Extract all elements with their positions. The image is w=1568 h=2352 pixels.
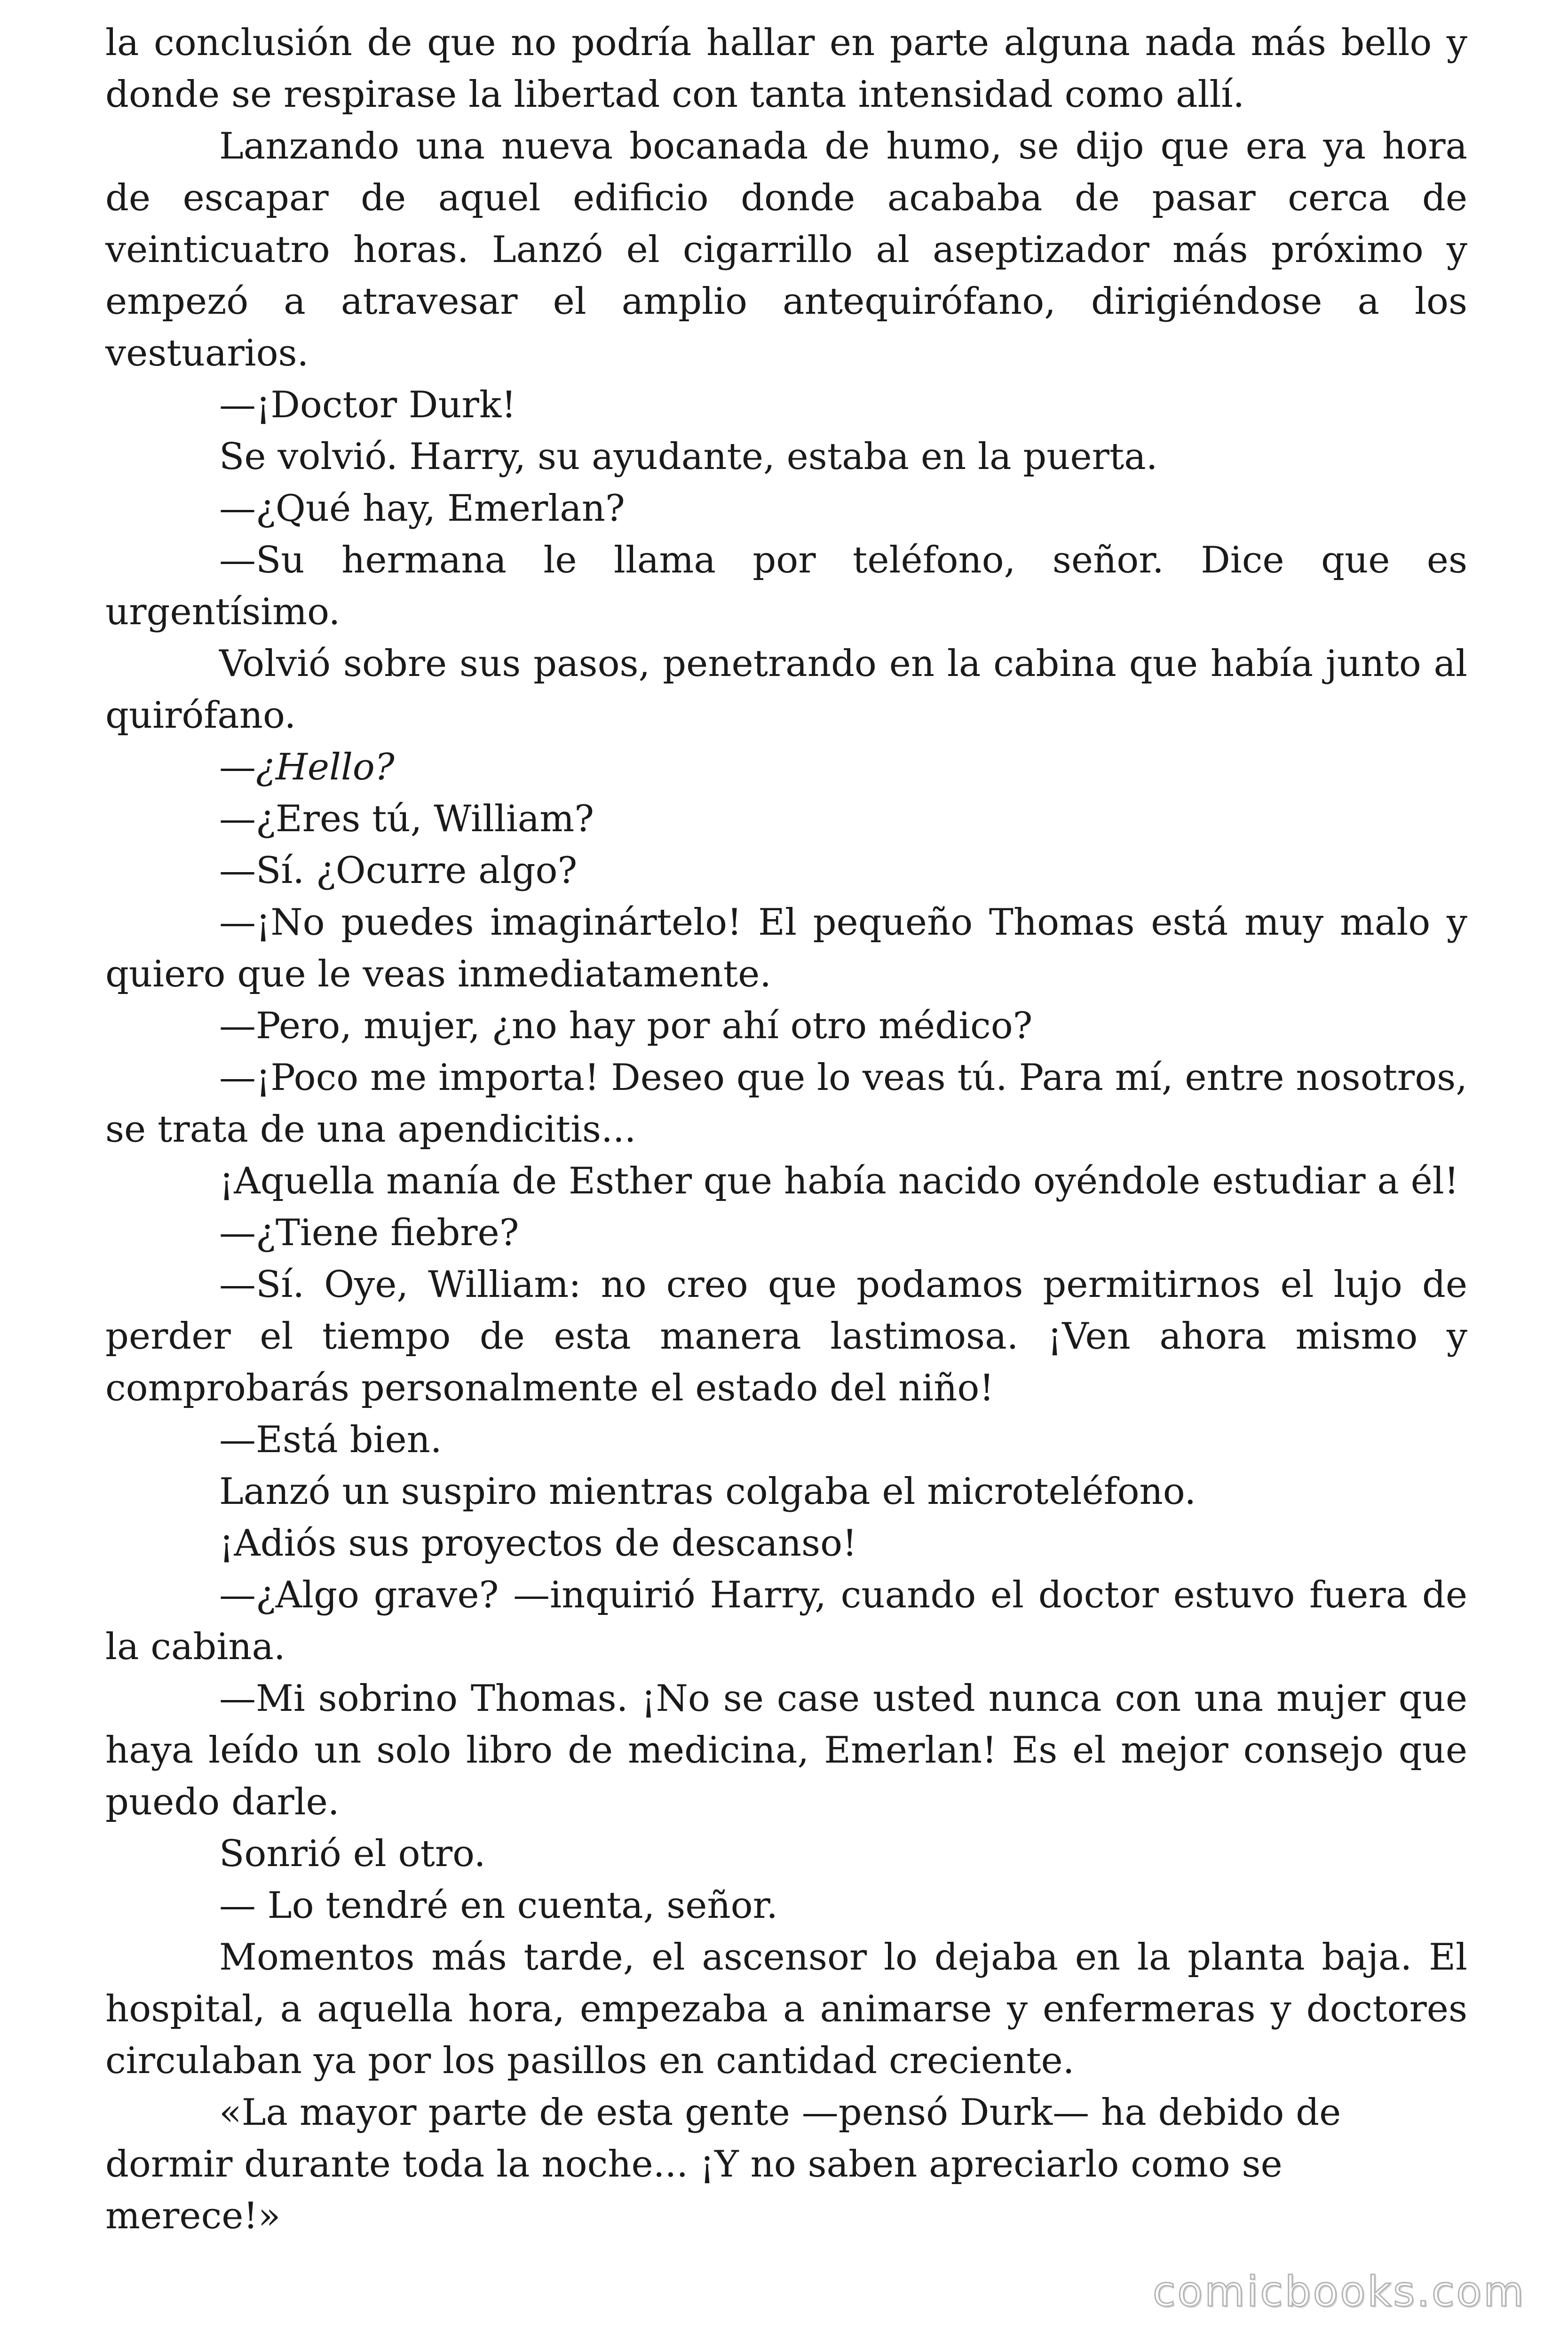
dialogue-line: —Sí. Oye, William: no creo que podamos permitirnos el lujo de perder el tiempo de esta manera lastimosa. ¡Ven ahora mismo y comprobarás personalmente el estado del niño! xyxy=(105,1263,1467,1409)
paragraph: Lanzando una nueva bocanada de humo, se dijo que era ya hora de escapar de aquel edificio donde acababa de pasar cerca de veinticuatro horas. Lanzó el cigarrillo al aseptizador más próximo y empezó a atravesar el amplio antequirófano, dirigiéndose a los vestuarios. xyxy=(105,125,1467,374)
watermark: comicbooks.com xyxy=(1152,2267,1526,2316)
dialogue-line: —¿Algo grave? —inquirió Harry, cuando el doctor estuvo fuera de la cabina. xyxy=(105,1574,1467,1668)
paragraph: la conclusión de que no podría hallar en parte alguna nada más bello y donde se respirase la libertad con tanta intensidad como allí. xyxy=(105,22,1467,116)
dialogue-line: —Mi sobrino Thomas. ¡No se case usted nunca con una mujer que haya leído un solo libro de medicina, Emerlan! Es el mejor consejo que puedo darle. xyxy=(105,1677,1467,1823)
paragraph: ¡Adiós sus proyectos de descanso! xyxy=(219,1522,857,1565)
paragraph: Sonrió el otro. xyxy=(219,1833,486,1875)
dialogue-line xyxy=(105,741,1467,793)
italic-greeting: ¿Hello? xyxy=(256,746,395,788)
dialogue-line: —¿Qué hay, Emerlan? xyxy=(219,487,625,530)
book-page xyxy=(105,17,1467,2242)
dialogue-line: —Está bien. xyxy=(219,1419,442,1461)
dialogue-line: —¡No puedes imaginártelo! El pequeño Thomas está muy malo y quiero que le veas inmediatamente. xyxy=(105,901,1467,995)
paragraph: Momentos más tarde, el ascensor lo dejaba en la planta baja. El hospital, a aquella hora, empezaba a animarse y enfermeras y doctores circulaban ya por los pasillos en cantidad creciente. xyxy=(105,1936,1467,2082)
dialogue-line: —Pero, mujer, ¿no hay por ahí otro médico? xyxy=(219,1005,1033,1047)
dialogue-line: —Sí. ¿Ocurre algo? xyxy=(219,850,578,892)
paragraph: Se volvió. Harry, su ayudante, estaba en la puerta. xyxy=(219,436,1158,478)
paragraph: Lanzó un suspiro mientras colgaba el microteléfono. xyxy=(219,1470,1196,1513)
paragraph: «La mayor parte de esta gente —pensó Durk— ha debido de dormir durante toda la noche... ¡Y no saben apreciarlo como se merece!» xyxy=(105,2091,1341,2237)
dialogue-line: — Lo tendré en cuenta, señor. xyxy=(219,1884,778,1927)
dialogue-line: —¿Eres tú, William? xyxy=(219,798,594,840)
paragraph: ¡Aquella manía de Esther que había nacido oyéndole estudiar a él! xyxy=(219,1160,1459,1202)
paragraph: Volvió sobre sus pasos, penetrando en la cabina que había junto al quirófano. xyxy=(105,643,1467,737)
dialogue-line: —Su hermana le llama por teléfono, señor. Dice que es urgentísimo. xyxy=(105,539,1467,633)
dialogue-dash: — xyxy=(219,746,256,788)
dialogue-line: —¿Tiene fiebre? xyxy=(219,1212,519,1254)
dialogue-line: —¡Doctor Durk! xyxy=(219,384,516,426)
dialogue-line: —¡Poco me importa! Deseo que lo veas tú. Para mí, entre nosotros, se trata de una apendicitis... xyxy=(105,1057,1467,1151)
